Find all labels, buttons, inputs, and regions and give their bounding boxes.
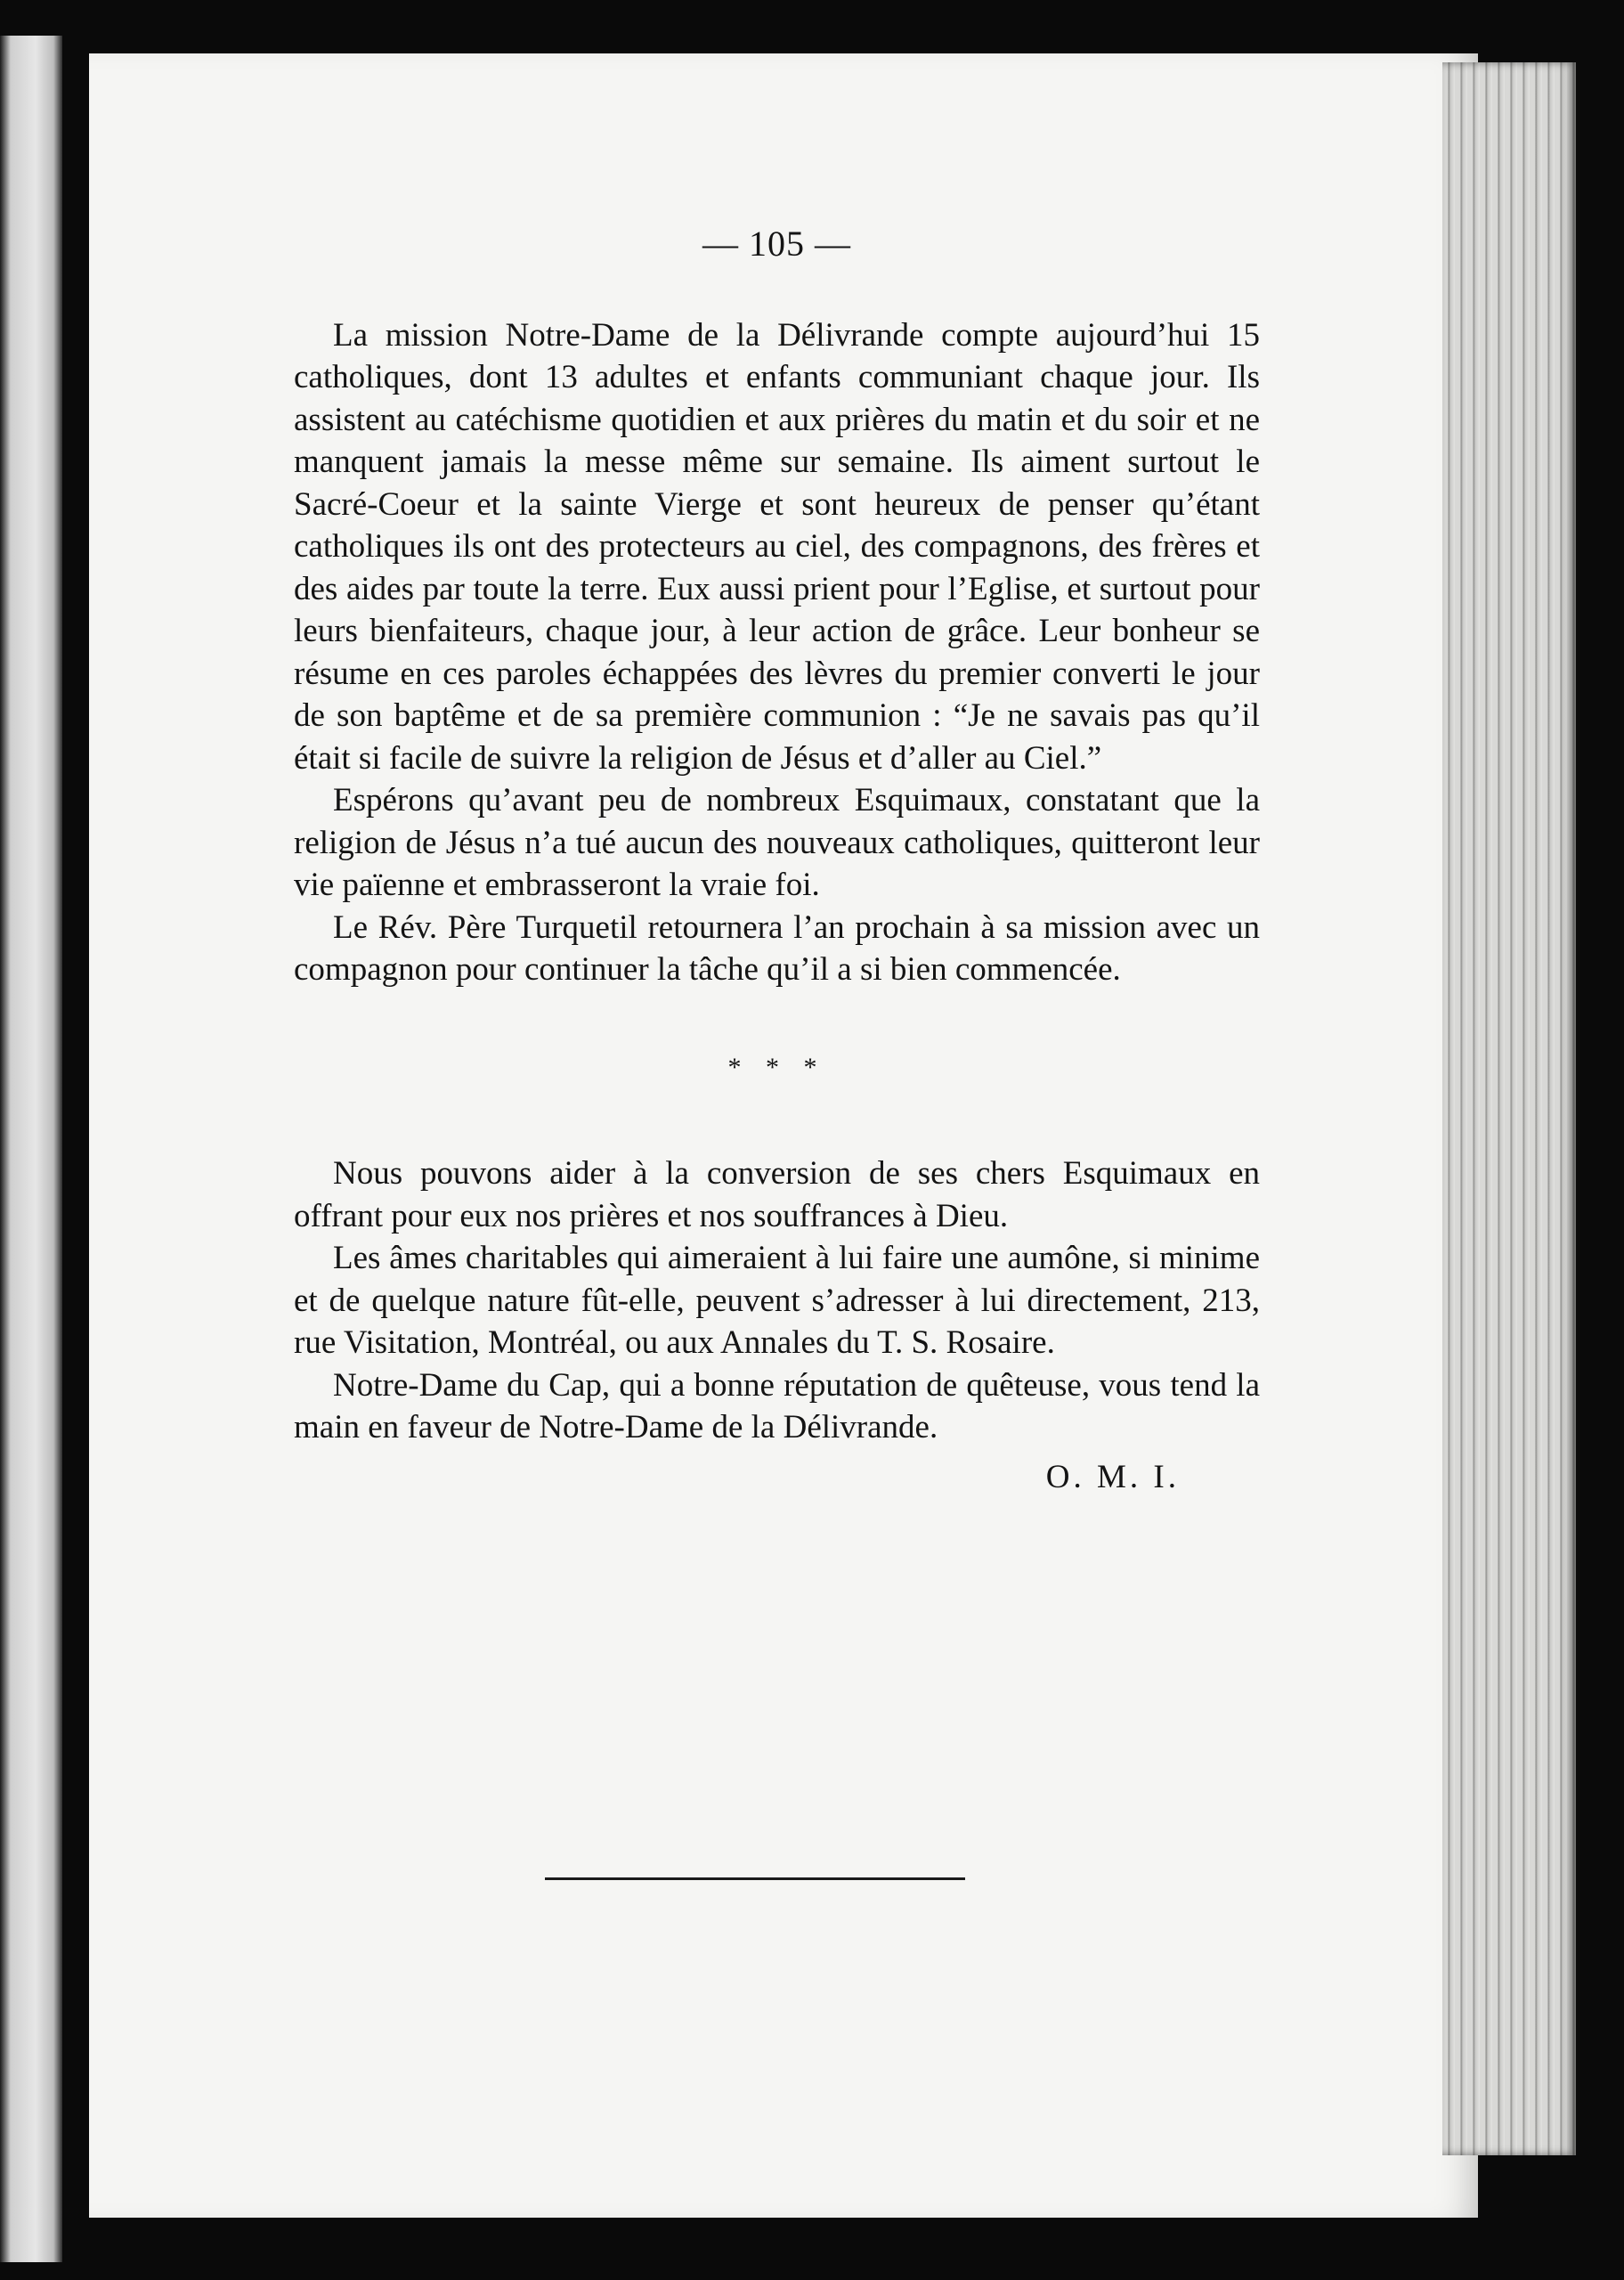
- opposite-page-edge: [0, 36, 62, 2262]
- paragraph-conversion: Nous pouvons aider à la conversion de ses chers Esquimaux en offrant pour eux nos prières et nos souffrances à Dieu.: [294, 1155, 1260, 1234]
- page-number: — 105 —: [702, 224, 851, 264]
- paragraph-mission: La mission Notre-Dame de la Délivrande compte aujourd’hui 15 catholiques, dont 13 adultes et enfants communiant chaque jour. Ils assistent au catéchisme quotidien et aux prières du matin et du soir et ne manquent jamais la messe même sur semaine. Ils aiment surtout le Sacré-Coeur et la sainte Vierge et sont heureux de penser qu’étant catholiques ils ont des protecteurs au ciel, des compagnons, des frères et des aides par toute la terre. Eux aussi prient pour l’Eglise, et surtout pour leurs bienfaiteurs, chaque jour, à leur action de grâce. Leur bonheur se résume en ces paroles échappées des lèvres du premier converti le jour de son baptême et de sa première communion : “Je ne savais pas qu’il était si facile de suivre la religion de Jésus et d’aller au Ciel.”: [294, 316, 1260, 777]
- paragraph-aumone: Les âmes charitables qui aimeraient à lui faire une aumône, si minime et de quelque nature fût-elle, peuvent s’adresser à lui directement, 213, rue Visitation, Montréal, ou aux Annales du T. S. Rosaire.: [294, 1240, 1260, 1361]
- page-stack-edge: [1442, 62, 1576, 2155]
- signature: O. M. I.: [1045, 1458, 1180, 1495]
- section-separator: * * *: [727, 1052, 826, 1082]
- horizontal-rule: [545, 1877, 965, 1880]
- paragraph-notre-dame-du-cap: Notre-Dame du Cap, qui a bonne réputation de quêteuse, vous tend la main en faveur de Notre-Dame de la Délivrande.: [294, 1366, 1260, 1445]
- page-content: [294, 223, 1260, 1498]
- paragraph-turquetil: Le Rév. Père Turquetil retournera l’an prochain à sa mission avec un compagnon pour continuer la tâche qu’il a si bien commencée.: [294, 908, 1260, 988]
- paragraph-esperons: Espérons qu’avant peu de nombreux Esquimaux, constatant que la religion de Jésus n’a tué aucun des nouveaux catholiques, quitteront leur vie païenne et embrasseront la vraie foi.: [294, 782, 1260, 903]
